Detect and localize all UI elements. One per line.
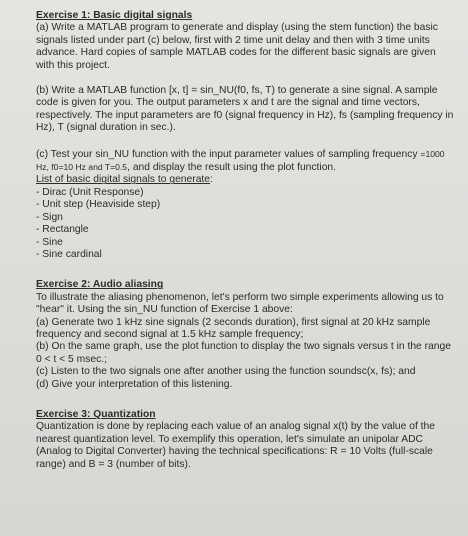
ex1-c-line-1 <box>36 148 448 161</box>
signal-item: - Sine <box>36 236 63 248</box>
ex2-line: (c) Listen to the two signals one after another using the function soundsc(x, fs); and <box>36 366 416 378</box>
ex1-b-line-4: Hz), T (signal duration in sec.). <box>36 122 176 134</box>
ex2-line: (a) Generate two 1 kHz sine signals (2 seconds duration), first signal at 20 kHz sample <box>36 316 431 328</box>
ex2-line: To illustrate the aliasing phenomenon, let's perform two simple experiments allowing us to <box>36 291 444 303</box>
ex1-a-line-1: (a) Write a MATLAB program to generate and display (using the stem function) the basic <box>36 22 438 34</box>
ex2-line: 0 < t < 5 msec.; <box>36 353 107 365</box>
signal-item: - Dirac (Unit Response) <box>36 186 144 198</box>
ex1-c-text: (c) Test your sin_NU function with the input parameter values of sampling frequency <box>36 148 421 160</box>
signal-list-colon: : <box>210 174 213 186</box>
ex1-b-line-1: (b) Write a MATLAB function [x, t] = sin_NU(f0, fs, T) to generate a sine signal. A sample <box>36 85 438 97</box>
signal-item: - Rectangle <box>36 224 89 236</box>
signal-item: - Sign <box>36 211 63 223</box>
ex3-line: Quantization is done by replacing each value of an analog signal x(t) by the value of the <box>36 421 435 433</box>
signal-list-title-text: List of basic digital signals to generate <box>36 174 211 186</box>
ex2-line: (b) On the same graph, use the plot function to display the two signals versus t in the range <box>36 341 451 353</box>
signal-item: - Sine cardinal <box>36 248 102 260</box>
ex2-line: frequency and second signal at 1.5 kHz sample frequency; <box>36 328 304 340</box>
ex2-line: "hear" it. Using the sin_NU function of Exercise 1 above: <box>36 304 293 316</box>
ex1-b-line-2: code is given for you. The output parameters x and t are the signal and time vectors, <box>36 97 420 109</box>
ex1-b-line-3: respectively. The input parameters are f0 (signal frequency in Hz), fs (sampling frequency in <box>36 109 454 121</box>
signal-item: - Unit step (Heaviside step) <box>36 199 161 211</box>
ex1-a-line-2: signals listed under part (c) below, first with 2 time unit delay and then with 3 time units <box>36 34 430 46</box>
ex1-c-params: Hz, f0=10 Hz and T=0.5 <box>36 162 128 173</box>
ex2-line: (d) Give your interpretation of this listening. <box>36 378 233 390</box>
exercise-2 <box>36 279 451 391</box>
exercise-2-title: Exercise 2: Audio aliasing <box>36 279 164 291</box>
ex1-c-line-2 <box>36 161 448 174</box>
ex1-a-line-4: with this project. <box>36 59 110 71</box>
ex1-c-text-2: , and display the result using the plot function. <box>127 162 337 174</box>
ex1-a-line-3: advance. Hard copies of sample MATLAB codes for the different basic signals are given <box>36 47 436 59</box>
ex3-line: (Analog to Digital Converter) having the technical specifications: R = 10 Volts (full-scale <box>36 446 433 458</box>
exercise-1 <box>36 10 454 261</box>
exercise-3 <box>36 409 448 471</box>
ex3-line: range) and B = 3 (number of bits). <box>36 458 191 470</box>
exercise-1-title: Exercise 1: Basic digital signals <box>36 10 193 21</box>
signal-list-title <box>36 174 448 186</box>
exercise-3-title: Exercise 3: Quantization <box>36 408 156 420</box>
ex3-line: nearest quantization level. To exemplify this operation, let's simulate an unipolar ADC <box>36 433 423 445</box>
ex1-c-fs-value: =1000 <box>420 148 445 159</box>
